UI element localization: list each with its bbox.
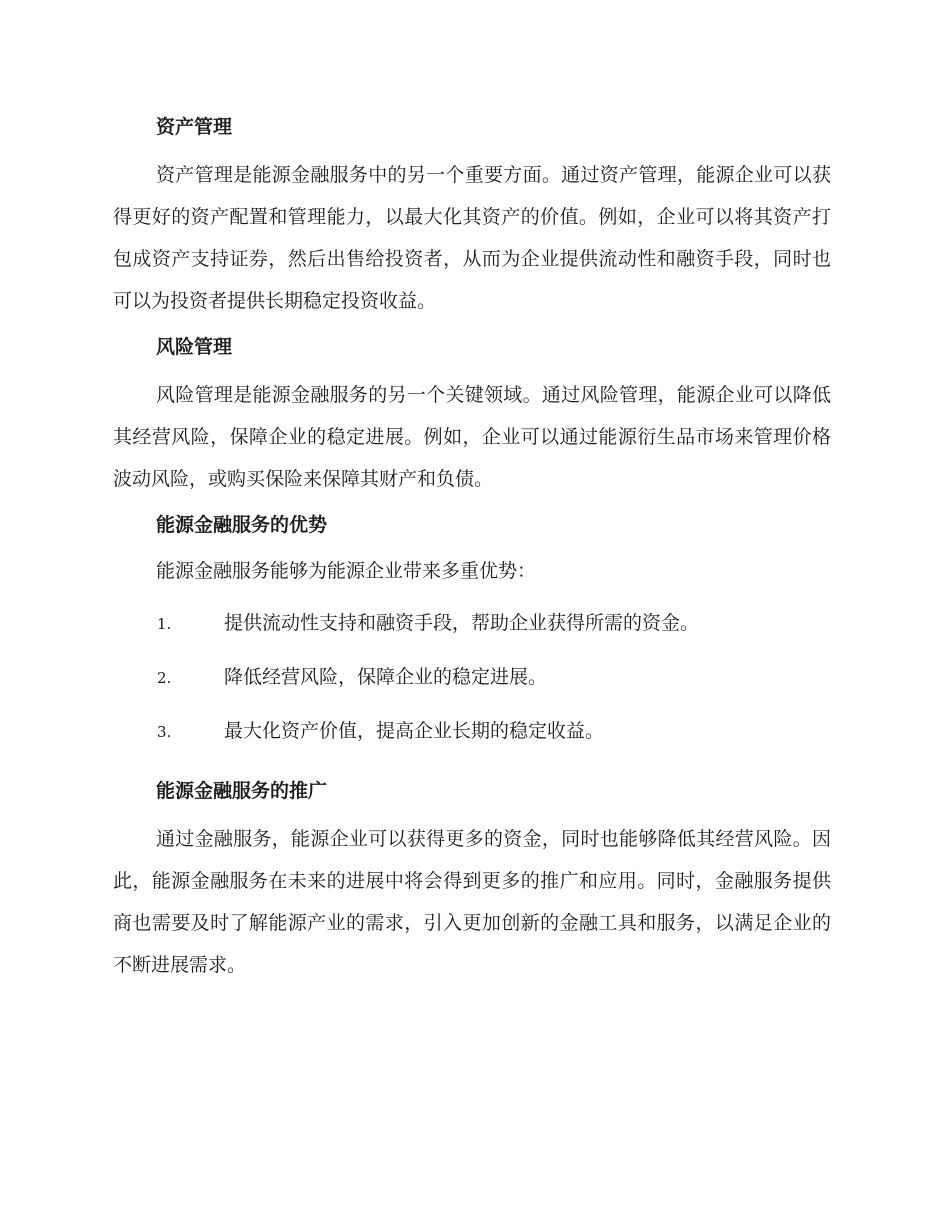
advantages-list xyxy=(113,604,831,766)
section-heading-advantages: 能源金融服务的优势 xyxy=(156,514,328,536)
list-item-number: 2. xyxy=(157,669,172,687)
section-heading-risk-management: 风险管理 xyxy=(156,336,233,358)
section-paragraph-risk-management: 风险管理是能源金融服务的另一个关键领域。通过风险管理，能源企业可以降低其经营风险，保障企业的稳定进展。例如，企业可以通过能源衍生品市场来管理价格波动风险，或购买保险来保障其财产和负债。 xyxy=(113,384,831,490)
document-page xyxy=(113,108,831,992)
list-item-number: 1. xyxy=(157,615,172,633)
section-paragraph-promotion: 通过金融服务，能源企业可以获得更多的资金，同时也能够降低其经营风险。因此，能源金融服务在未来的进展中将会得到更多的推广和应用。同时，金融服务提供商也需要及时了解能源产业的需求，引入更加创新的金融工具和服务，以满足企业的不断进展需求。 xyxy=(113,828,831,976)
list-item xyxy=(113,604,831,658)
list-item xyxy=(113,658,831,712)
section-paragraph-asset-management: 资产管理是能源金融服务中的另一个重要方面。通过资产管理，能源企业可以获得更好的资产配置和管理能力，以最大化其资产的价值。例如，企业可以将其资产打包成资产支持证券，然后出售给投资者，从而为企业提供流动性和融资手段，同时也可以为投资者提供长期稳定投资收益。 xyxy=(113,164,831,312)
list-item-number: 3. xyxy=(157,723,172,741)
section-heading-asset-management: 资产管理 xyxy=(156,116,233,138)
list-item-text: 降低经营风险，保障企业的稳定进展。 xyxy=(224,666,548,688)
list-item-text: 最大化资产价值，提高企业长期的稳定收益。 xyxy=(224,720,605,742)
advantages-intro: 能源金融服务能够为能源企业带来多重优势： xyxy=(156,560,537,582)
list-item xyxy=(113,712,831,766)
section-heading-promotion: 能源金融服务的推广 xyxy=(156,780,328,802)
list-item-text: 提供流动性支持和融资手段，帮助企业获得所需的资金。 xyxy=(224,612,700,634)
